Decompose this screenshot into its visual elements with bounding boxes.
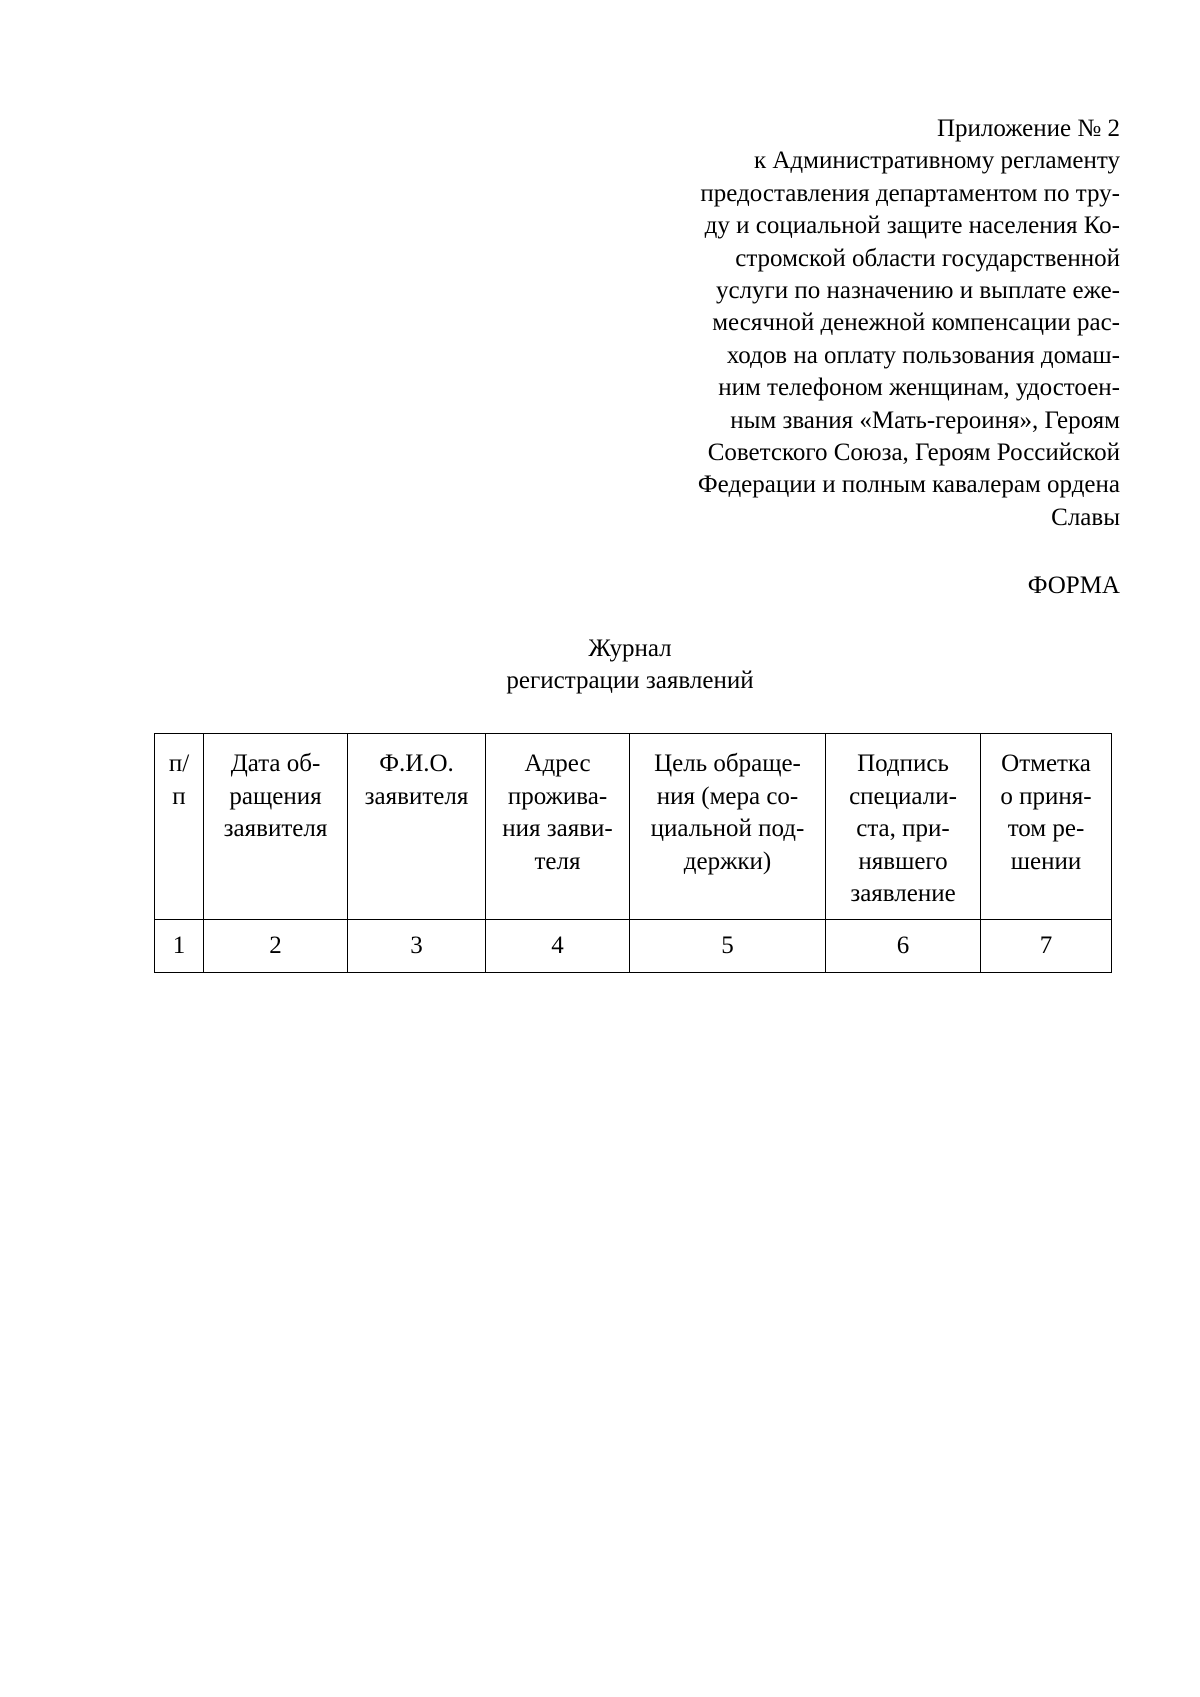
header-text: шении (1010, 847, 1082, 875)
appendix-line: ним телефоном женщинам, удостоен- (718, 374, 1120, 402)
header-cell-number (155, 734, 204, 920)
appendix-line: ду и социальной защите населения Ко- (704, 212, 1120, 240)
header-text: о приня- (1000, 782, 1092, 810)
column-number-cell: 7 (981, 920, 1112, 973)
header-text: Подпись (857, 750, 949, 777)
header-text: ния заяви- (502, 815, 613, 842)
column-number-cell: 3 (348, 920, 486, 973)
header-cell-signature (826, 734, 981, 920)
header-cell-address (486, 734, 630, 920)
appendix-line: Славы (1051, 503, 1120, 531)
header-text: теля (534, 847, 581, 875)
header-text: Цель обраще- (654, 750, 801, 777)
header-text: заявителя (223, 815, 328, 842)
journal-title-line: Журнал (588, 635, 672, 662)
appendix-line: месячной денежной компенсации рас- (712, 309, 1120, 337)
header-text: нявшего (858, 847, 948, 875)
journal-title (400, 633, 860, 697)
header-text: держки) (683, 847, 772, 875)
appendix-line: Приложение № 2 (936, 115, 1120, 142)
header-cell-decision (981, 734, 1112, 920)
column-number-cell: 4 (486, 920, 630, 973)
journal-title-line: регистрации заявлений (506, 667, 754, 694)
header-text: Дата об- (230, 750, 321, 777)
registration-table (154, 733, 1112, 973)
header-text: ращения (229, 782, 322, 810)
column-number-cell: 1 (155, 920, 204, 973)
header-text: ния (мера со- (656, 782, 799, 810)
header-text: Адрес (524, 750, 591, 777)
header-text: циальной под- (650, 815, 805, 842)
header-text: специали- (849, 782, 957, 810)
appendix-line: ным звания «Мать-героиня», Героям (730, 406, 1120, 434)
appendix-note (630, 113, 1120, 534)
appendix-line: Федерации и полным кавалерам ордена (697, 471, 1120, 499)
header-text: заявление (850, 880, 956, 907)
header-text: прожива- (507, 782, 608, 810)
appendix-line: стромской области государственной (735, 244, 1120, 272)
column-number-cell: 6 (826, 920, 981, 973)
column-number-cell: 5 (630, 920, 826, 973)
column-number-cell: 2 (204, 920, 348, 973)
appendix-line: Советского Союза, Героям Российской (707, 439, 1120, 467)
form-label: ФОРМА (1027, 572, 1120, 599)
header-text: п/ (168, 750, 190, 777)
header-text: ста, при- (856, 815, 950, 842)
appendix-line: к Административному регламенту (753, 147, 1120, 175)
header-text: Отметка (1001, 750, 1091, 777)
header-text: заявителя (364, 782, 469, 810)
header-cell-name (348, 734, 486, 920)
header-text: Ф.И.О. (379, 750, 454, 777)
header-cell-date (204, 734, 348, 920)
header-text: п (172, 782, 186, 810)
table-numbering-row (155, 920, 1112, 973)
table-header-row (155, 734, 1112, 920)
appendix-line: услуги по назначению и выплате еже- (715, 277, 1120, 305)
appendix-line: предоставления департаментом по тру- (700, 179, 1120, 207)
appendix-line: ходов на оплату пользования домаш- (726, 341, 1120, 369)
header-cell-purpose (630, 734, 826, 920)
header-text: том ре- (1007, 815, 1085, 842)
